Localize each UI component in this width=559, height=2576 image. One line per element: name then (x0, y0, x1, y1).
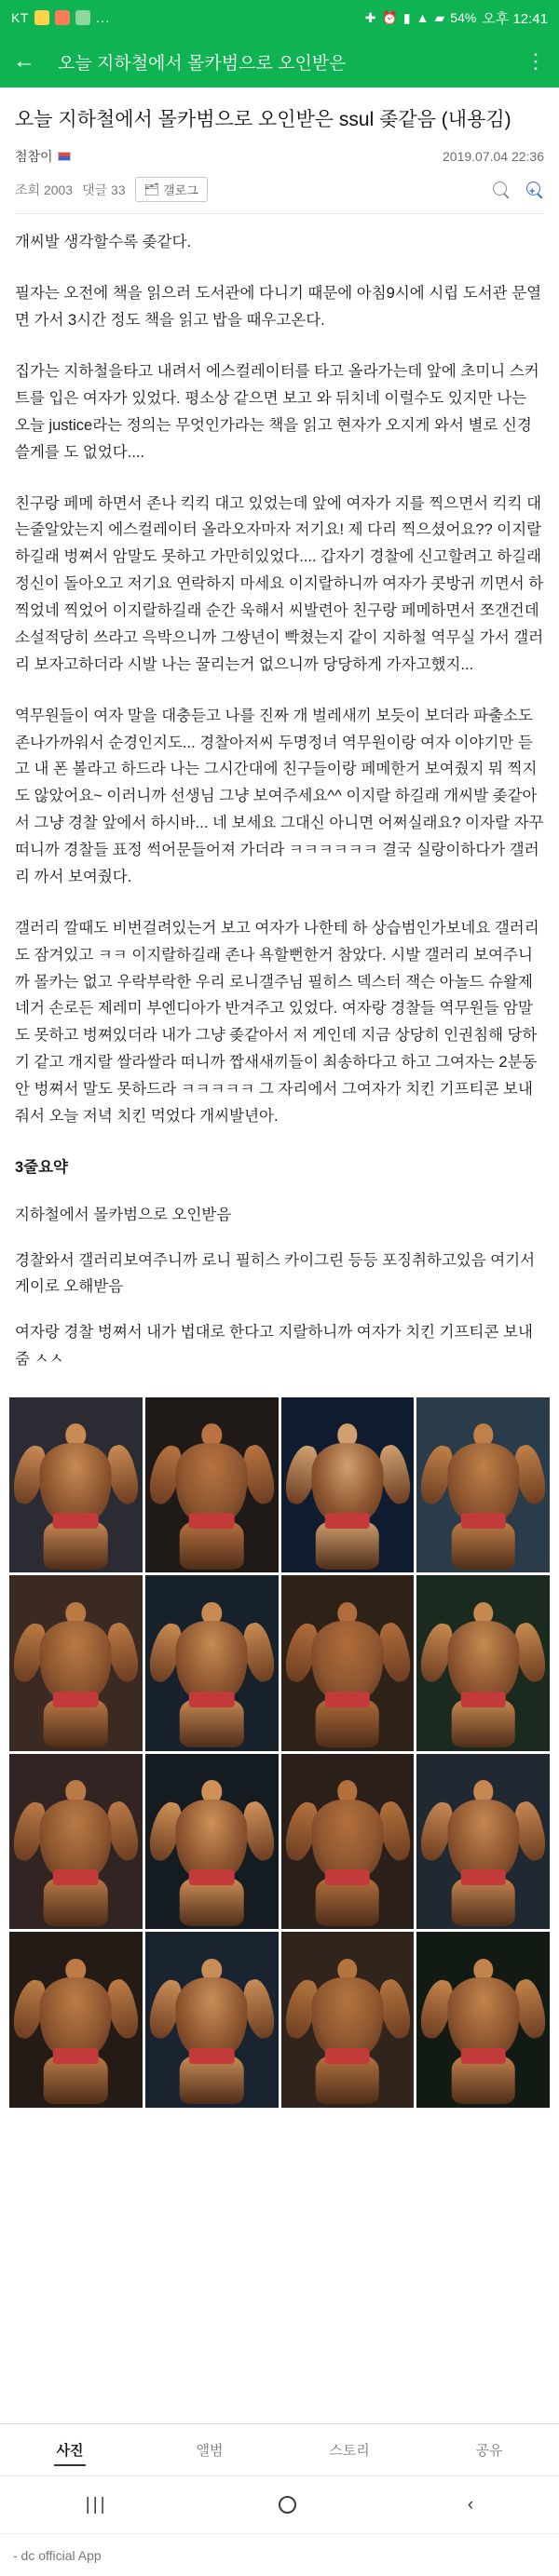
clock-label: 오후 12:41 (482, 10, 548, 27)
tab-2[interactable] (280, 2424, 419, 2475)
gallog-button[interactable] (135, 177, 208, 202)
signal-icon: ▰ (434, 9, 445, 25)
flag-icon (58, 152, 71, 161)
photo-image (281, 1932, 415, 2107)
summary-line: 지하철에서 몰카범으로 오인받음 (15, 1206, 232, 1223)
back-icon[interactable]: ‹ (467, 2494, 474, 2515)
photo-thumbnail[interactable] (145, 1575, 279, 1750)
recents-icon[interactable]: ||| (85, 2494, 108, 2515)
tab-label: 공유 (475, 2443, 503, 2459)
tab-1[interactable] (140, 2424, 280, 2475)
header-divider (15, 213, 544, 214)
comments-count[interactable]: 댓글 33 (82, 182, 126, 197)
tab-label: 앨범 (196, 2443, 224, 2459)
page-title: 오늘 지하철에서 몰카범으로 오인받은 ssul 좆같음 (내용김) (15, 109, 511, 130)
status-bar (0, 0, 559, 35)
body-paragraph: 개씨발 생각할수록 좆같다. (15, 234, 192, 251)
vibrate-icon: ▮ (402, 9, 411, 25)
photo-thumbnail[interactable] (281, 1575, 415, 1750)
overflow-menu-icon[interactable]: ⋮ (525, 49, 546, 73)
views-count: 조회 2003 (15, 182, 74, 197)
post-meta-row (15, 147, 544, 177)
photo-thumbnail[interactable] (281, 1754, 415, 1929)
photo-thumbnail[interactable] (145, 1932, 279, 2107)
photo-thumbnail[interactable] (9, 1754, 143, 1929)
bluetooth-icon: ✚ (364, 9, 376, 25)
photo-image (9, 1397, 143, 1572)
photo-thumbnail[interactable] (9, 1932, 143, 2107)
post-stats-row (15, 177, 544, 213)
photo-image (9, 1754, 143, 1929)
article-container (0, 88, 559, 1373)
photo-grid (0, 1397, 559, 2108)
photo-image (281, 1397, 415, 1572)
photo-thumbnail[interactable] (281, 1397, 415, 1572)
photo-thumbnail[interactable] (416, 1754, 550, 1929)
photo-thumbnail[interactable] (281, 1932, 415, 2107)
body-paragraph: 집가는 지하철을타고 내려서 에스컬레이터를 타고 올라가는데 앞에 초미니 스커트를 입은 여자가 있었다. 평소상 같으면 보고 와 뒤치네 이럴수도 있지만 나는 오늘 justice라는 정의는 무엇인가라는 책을 읽고 현자가 오지게 와서 별로 신경쓸게를 도 없었다.... (15, 363, 539, 461)
alarm-icon: ⏰ (381, 9, 398, 25)
photo-image (145, 1754, 279, 1929)
photo-image (416, 1397, 550, 1572)
photo-thumbnail[interactable] (416, 1575, 550, 1750)
zoom-in-icon[interactable]: + (525, 181, 544, 199)
photo-image (416, 1754, 550, 1929)
app-footer (0, 2533, 559, 2576)
photo-image (9, 1575, 143, 1750)
photo-image (145, 1932, 279, 2107)
summary-line: 경찰와서 갤러리보여주니까 로니 필히스 카이그린 등등 포징취하고있음 여기서 게이로 오해받음 (15, 1251, 539, 1296)
home-icon[interactable] (279, 2496, 296, 2514)
image-icon (75, 10, 90, 25)
photo-thumbnail[interactable] (9, 1397, 143, 1572)
gallery-picker-tabs (0, 2423, 559, 2475)
tab-0[interactable] (0, 2424, 140, 2475)
app-bar (0, 35, 559, 88)
photo-image (416, 1575, 550, 1750)
wifi-icon: ▲ (416, 10, 429, 25)
zoom-out-icon[interactable] (492, 181, 511, 199)
summary-line: 여자랑 경찰 벙쪄서 내가 법대로 한다고 지랄하니까 여자가 치킨 기프티콘 보내줌 ㅅㅅ (15, 1324, 533, 1369)
gallog-label: 갤로그 (163, 183, 198, 198)
tab-3[interactable] (419, 2424, 559, 2475)
photo-thumbnail[interactable] (416, 1397, 550, 1572)
body-paragraph: 갤러리 깔때도 비번걸려있는거 보고 여자가 나한테 하 상습범인가보네요 갤러리도 잠겨있고 ㅋㅋ 이지랄하길래 존나 욕할뻔한거 참았다. 시발 갤러리 보여주니까 몰카는 없고 우락부락한 우리 로니갤주님 필히스 덱스터 잭슨 아놀드 슈왈제네거 손로든 제레미 부엔디아가 반겨주고 있었다. 여자랑 경찰들 역무원들 암말도 못하고 벙쪄있더라 내가 그냥 좆같아서 저 게인데 지금 상당히 인권침해 당하기 같고 개지랄 쌀라쌀라 떠니까 짭새새끼들이 최송하다고 하고 그여자는 2분동안 벙쪄서 말도 못하드라 ㅋㅋㅋㅋㅋ 그 자리에서 그여자가 치킨 기프티콘 보내줘서 오늘 저녁 치킨 먹었다 개씨발년아. (15, 919, 539, 1125)
photo-image (145, 1397, 279, 1572)
photo-thumbnail[interactable] (416, 1932, 550, 2107)
photo-image (416, 1932, 550, 2107)
body-paragraph: 역무원들이 여자 말을 대충듣고 나를 진짜 개 벌레새끼 보듯이 보더라 파출소도 존나가까워서 순경인지도... 경찰아저씨 두명정녀 역무원이랑 여자 이야기만 듣고 내 폰 볼라고 하드라 나는 그시간대에 친구들이랑 페메한거 보여줬지 뭐 찍지도 않았어요~ 이러니까 선생님 그냥 보여주세요^^ 이지랄 하길래 개씨발 좆같아서 그냥 경찰 앞에서 하시바... 네 보세요 그대신 아니면 어쩌실래요? 이자랄 자꾸 떠니까 경찰들 표정 썩어문들어져 가더라 ㅋㅋㅋㅋㅋㅋ 결국 실랑이하다가 갤러리 까서 보여줬다. (15, 707, 549, 885)
photo-image (9, 1932, 143, 2107)
battery-label: 54% (450, 10, 477, 25)
summary-heading: 3줄요약 (15, 1158, 68, 1176)
tab-label: 스토리 (329, 2443, 370, 2459)
photo-thumbnail[interactable] (145, 1397, 279, 1572)
tab-label: 사진 (56, 2443, 84, 2459)
author-label[interactable]: 첨참이 (15, 149, 53, 165)
image-icon (55, 10, 70, 25)
carrier-label: KT (11, 10, 29, 25)
post-date: 2019.07.04 22:36 (443, 149, 544, 165)
system-nav-bar (0, 2475, 559, 2533)
footer-label: - dc official App (13, 2547, 102, 2563)
photo-thumbnail[interactable] (9, 1575, 143, 1750)
photo-thumbnail[interactable] (145, 1754, 279, 1929)
photo-image (145, 1575, 279, 1750)
app-bar-title: 오늘 지하철에서 몰카범으로 오인받은 (58, 53, 347, 74)
body-paragraph: 친구랑 페메 하면서 존나 킥킥 대고 있었는데 앞에 여자가 지를 찍으면서 킥킥 대는줄알았는지 에스컬레이터 올라오자마자 저기요! 제 다리 찍으셨어요?? 이지랄하길래 벙쪄서 암말도 못하고 가만히있었다.... 갑자기 경찰에 신고할려고 하길래 정신이 돌아오고 저기요 연락하지 마세요 이지랄하니까 여자가 콧방귀 끼면서 하 찍었네 찍었어 이지랄하길래 순간 욱해서 씨발련아 친구랑 페메하면서 쪼갠건데 소설적당히 쓰라고 윽박으니까 그쌍년이 빡쳤는지 같이 지하철 역무실 가서 갤러리 보자고하더라 시발 나는 꿀리는거 없으니까 당당하게 가자고했지... (15, 494, 548, 673)
gallog-icon: 🗂 (143, 182, 160, 196)
post-body (15, 229, 549, 1373)
photo-image (281, 1575, 415, 1750)
body-paragraph: 필자는 오전에 책을 읽으러 도서관에 다니기 때문에 아침9시에 시립 도서관 문열면 가서 3시간 정도 책을 읽고 밥을 때우고온다. (15, 285, 542, 330)
back-arrow-icon[interactable]: ← (13, 48, 35, 74)
photo-image (281, 1754, 415, 1929)
overflow-dots-icon: ... (95, 9, 111, 26)
mail-icon (34, 10, 49, 25)
